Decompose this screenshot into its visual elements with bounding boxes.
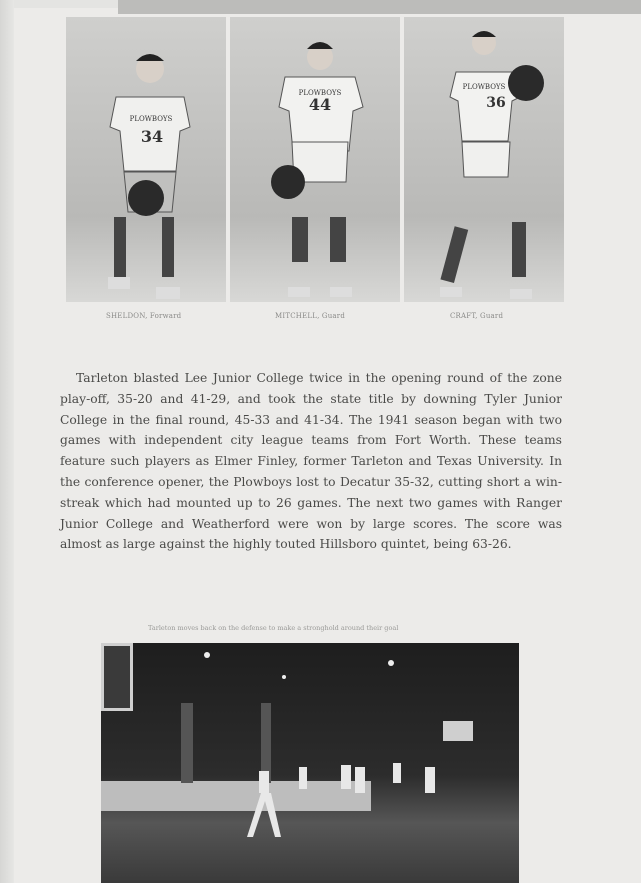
player-photo-mitchell: [230, 17, 400, 302]
svg-text:PLOWBOYS: PLOWBOYS: [298, 89, 342, 97]
game-photo: [101, 643, 519, 883]
page-edge: [0, 0, 14, 883]
game-photo-caption: Tarleton moves back on the defense to make a stronghold around their goal: [148, 624, 399, 632]
article-text: Tarleton blasted Lee Junior College twice in the opening round of the zone play-off, 35-20 and 41-29, and took the state title by downing Tyler Junior College in the final round, 45-33 and 41-34. The 1941 season began with two games with independent city league teams from Fort Worth. These teams feature such players as Elmer Finley, former Tarleton and Texas University. In the conference opener, the Plowboys lost to Decatur 35-32, cutting short a win-streak which had mounted up to 26 games. The next two games with Ranger Junior College and Weatherford were won by large scores. The score was almost as large against the highly touted Hillsboro quintet, being 63-26.: [60, 371, 562, 552]
svg-text:44: 44: [308, 95, 332, 114]
svg-text:PLOWBOYS: PLOWBOYS: [129, 115, 173, 123]
caption-mitchell: MITCHELL, Guard: [275, 312, 346, 320]
player-photo-craft: [404, 17, 564, 302]
svg-text:PLOWBOYS: PLOWBOYS: [462, 83, 506, 91]
svg-text:36: 36: [486, 95, 506, 111]
caption-sheldon: SHELDON, Forward: [106, 312, 182, 320]
caption-craft: CRAFT, Guard: [450, 312, 504, 320]
player-photo-sheldon: [66, 17, 226, 302]
svg-text:34: 34: [140, 127, 164, 146]
page-top-border: [118, 0, 641, 14]
